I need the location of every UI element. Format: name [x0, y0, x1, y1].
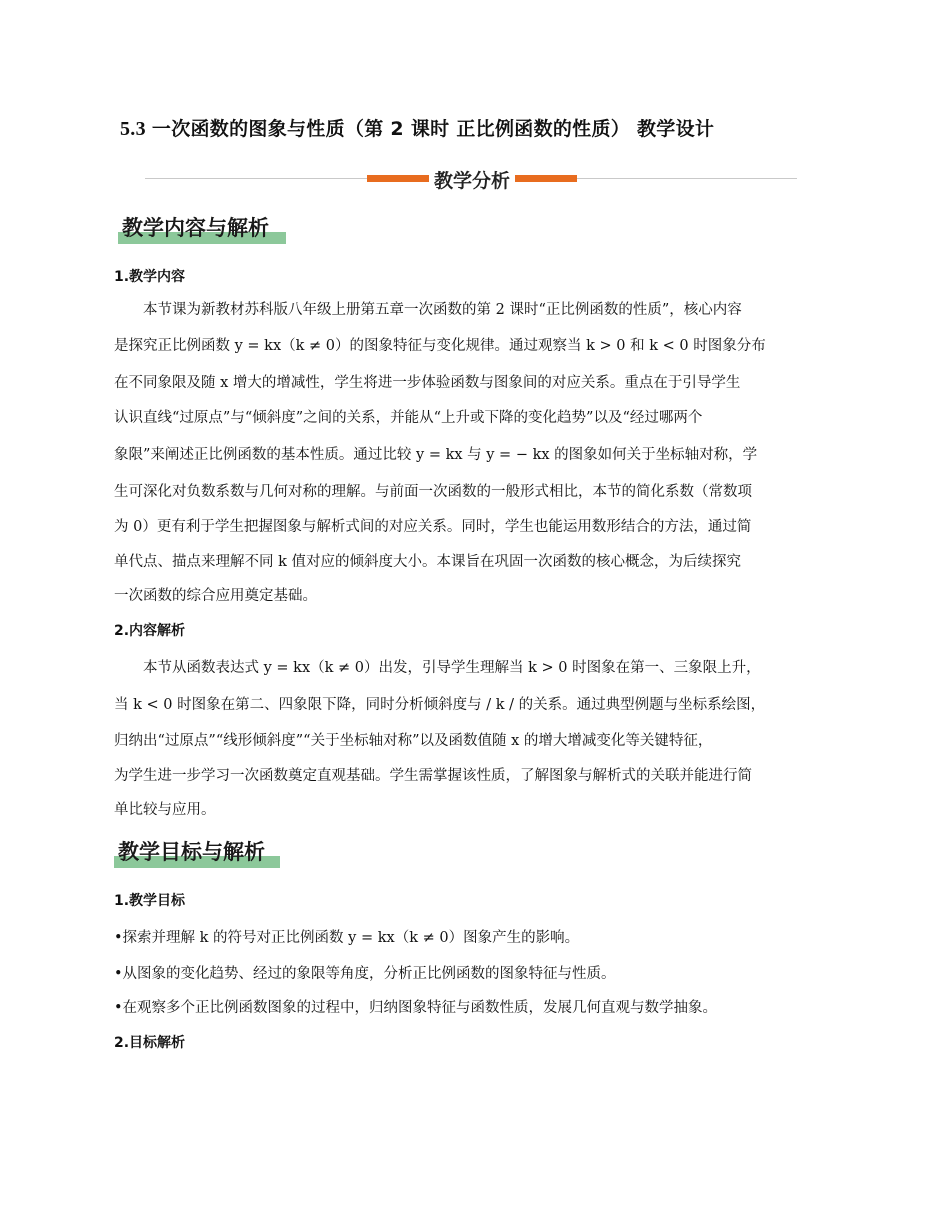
- text-line: 为 0）更有利于学生把握图象与解析式间的对应关系。同时，学生也能运用数形结合的方法，通过简: [114, 519, 752, 535]
- subheading-objectives-analysis: 2.目标解析: [114, 1035, 186, 1051]
- text-line: 单代点、描点来理解不同 k 值对应的倾斜度大小。本课旨在巩固一次函数的核心概念，为后续探究: [114, 554, 742, 570]
- text-line: 认识直线“过原点”与“倾斜度”之间的关系，并能从“上升或下降的变化趋势”以及“经过哪两个: [114, 410, 703, 426]
- list-item: •探索并理解 k 的符号对正比例函数 y = kx（k ≠ 0）图象产生的影响。: [114, 930, 580, 946]
- title-text: 一次函数的图象与性质（第 2 课时 正比例函数的性质） 教学设计: [151, 118, 715, 140]
- text-line: 为学生进一步学习一次函数奠定直观基础。学生需掌握该性质，了解图象与解析式的关联并能进行简: [114, 768, 752, 784]
- text-line: 一次函数的综合应用奠定基础。: [114, 588, 317, 604]
- text-line: 本节从函数表达式 y = kx（k ≠ 0）出发，引导学生理解当 k > 0 时图象在第一、三象限上升，: [114, 660, 761, 676]
- document-title: [120, 114, 880, 141]
- divider-accent-right: [515, 175, 577, 182]
- section-divider: [145, 168, 797, 190]
- text-line: 在不同象限及随 x 增大的增减性，学生将进一步体验函数与图象间的对应关系。重点在于引导学生: [114, 375, 741, 391]
- section-heading-text: 教学内容与解析: [122, 216, 269, 240]
- section-heading-content: [118, 212, 286, 246]
- text-line: 当 k < 0 时图象在第二、四象限下降，同时分析倾斜度与 / k / 的关系。通过典型例题与坐标系绘图，: [114, 697, 766, 713]
- text-line: 单比较与应用。: [114, 802, 216, 818]
- divider-accent-left: [367, 175, 429, 182]
- section-heading-text: 教学目标与解析: [118, 840, 265, 864]
- text-line: 生可深化对负数系数与几何对称的理解。与前面一次函数的一般形式相比，本节的简化系数（常数项: [114, 484, 752, 500]
- list-item: •从图象的变化趋势、经过的象限等角度，分析正比例函数的图象特征与性质。: [114, 966, 616, 982]
- text-line: 本节课为新教材苏科版八年级上册第五章一次函数的第 2 课时“正比例函数的性质”，核心内容: [114, 302, 742, 318]
- text-line: 是探究正比例函数 y = kx（k ≠ 0）的图象特征与变化规律。通过观察当 k > 0 和 k < 0 时图象分布: [114, 338, 766, 354]
- section-heading-objectives: [114, 836, 280, 870]
- list-item: •在观察多个正比例函数图象的过程中，归纳图象特征与函数性质，发展几何直观与数学抽象。: [114, 1000, 718, 1016]
- divider-label: 教学分析: [429, 166, 515, 193]
- text-line: 象限”来阐述正比例函数的基本性质。通过比较 y = kx 与 y = − kx 的图象如何关于坐标轴对称，学: [114, 447, 758, 463]
- title-number: 5.3: [120, 118, 146, 140]
- subheading-teaching-objectives: 1.教学目标: [114, 893, 186, 909]
- subheading-content-analysis: 2.内容解析: [114, 623, 186, 639]
- text-line: 归纳出“过原点”“线形倾斜度”“关于坐标轴对称”以及函数值随 x 的增大增减变化等关键特征，: [114, 733, 713, 749]
- subheading-teaching-content: 1.教学内容: [114, 269, 186, 285]
